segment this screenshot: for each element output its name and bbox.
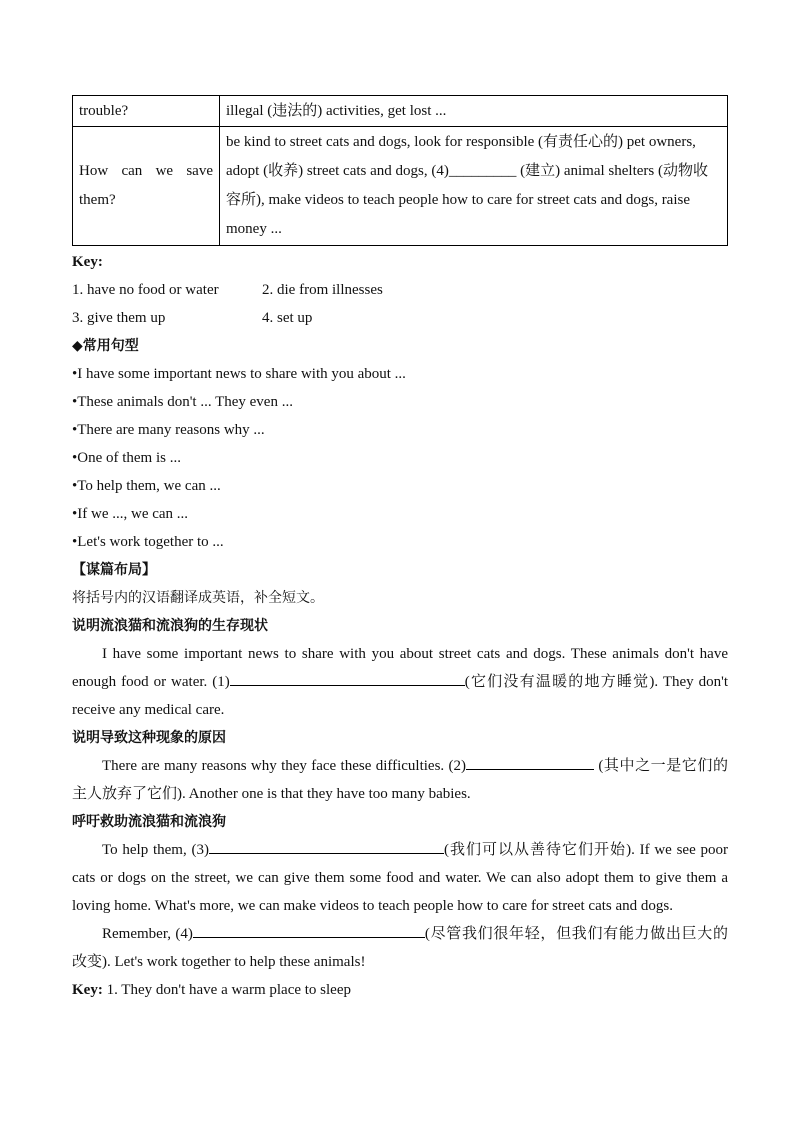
passage-paragraph — [72, 836, 728, 920]
table-row — [73, 96, 728, 127]
answer-blank-2[interactable] — [466, 769, 594, 770]
table-question-cell: trouble? — [73, 96, 220, 127]
key-item: 4. set up — [262, 310, 313, 326]
key-answer-line — [72, 976, 728, 1004]
paragraph-text: There are many reasons why they face these difficulties. (2) — [102, 758, 466, 774]
section-heading: 说明导致这种现象的原因 — [72, 730, 226, 746]
paragraph-text: (它们没有温暖的地方睡觉). They don't receive any medical care. — [72, 674, 728, 718]
pattern-item: •I have some important news to share with you about ... — [72, 366, 406, 382]
key-answer-text: 1. They don't have a warm place to sleep — [102, 982, 352, 998]
passage-paragraph — [72, 752, 728, 808]
key-item: 2. die from illnesses — [262, 282, 383, 298]
key-title: Key: — [72, 254, 103, 270]
key-row — [72, 304, 728, 332]
layout-instruction: 将括号内的汉语翻译成英语，补全短文。 — [72, 590, 324, 606]
paragraph-text: (尽管我们很年轻，但我们有能力做出巨大的改变). Let's work together to help these animals! — [72, 926, 728, 970]
key-item: 1. have no food or water — [72, 282, 219, 298]
passage-paragraph — [72, 920, 728, 976]
patterns-heading: ◆常用句型 — [72, 338, 139, 354]
paragraph-text: (我们可以从善待它们开始). If we see poor cats or dogs on the street, we can give them some food and water. We can also adopt them to give them a loving home. What's more, we can make videos to teach people how to care for street cats and dogs. — [72, 842, 728, 914]
section-heading: 说明流浪猫和流浪狗的生存现状 — [72, 618, 268, 634]
table-row — [73, 127, 728, 246]
passage-paragraph — [72, 640, 728, 724]
paragraph-text: I have some important news to share with you about street cats and dogs. These animals don't have enough food or water. (1) — [72, 646, 728, 690]
key-item: 3. give them up — [72, 310, 166, 326]
table-answer-cell: illegal (违法的) activities, get lost ... — [220, 96, 728, 127]
layout-heading: 【谋篇布局】 — [72, 562, 156, 578]
pattern-item: •These animals don't ... They even ... — [72, 394, 293, 410]
paragraph-text: To help them, (3) — [102, 842, 209, 858]
pattern-item: •If we ..., we can ... — [72, 506, 189, 522]
key-row — [72, 276, 728, 304]
pattern-item: •To help them, we can ... — [72, 478, 221, 494]
answer-blank-4[interactable] — [193, 937, 425, 938]
answer-blank-3[interactable] — [209, 853, 444, 854]
key-label: Key: — [72, 982, 103, 998]
paragraph-text: (其中之一是它们的主人放弃了它们). Another one is that they have too many babies. — [72, 758, 728, 802]
table-answer-cell: be kind to street cats and dogs, look for responsible (有责任心的) pet owners, adopt (收养) street cats and dogs, (4)_________ (建立) animal shelters (动物收容所), make videos to teach people how to care for street cats and dogs, raise money ... — [220, 127, 728, 246]
section-heading: 呼吁救助流浪猫和流浪狗 — [72, 814, 226, 830]
document-content — [72, 95, 728, 1004]
pattern-item: •One of them is ... — [72, 450, 181, 466]
table-question-cell: How can we save them? — [73, 127, 220, 246]
pattern-item: •Let's work together to ... — [72, 534, 224, 550]
vocab-table — [72, 95, 728, 246]
pattern-item: •There are many reasons why ... — [72, 422, 265, 438]
answer-blank-1[interactable] — [230, 685, 465, 686]
paragraph-text: Remember, (4) — [102, 926, 193, 942]
